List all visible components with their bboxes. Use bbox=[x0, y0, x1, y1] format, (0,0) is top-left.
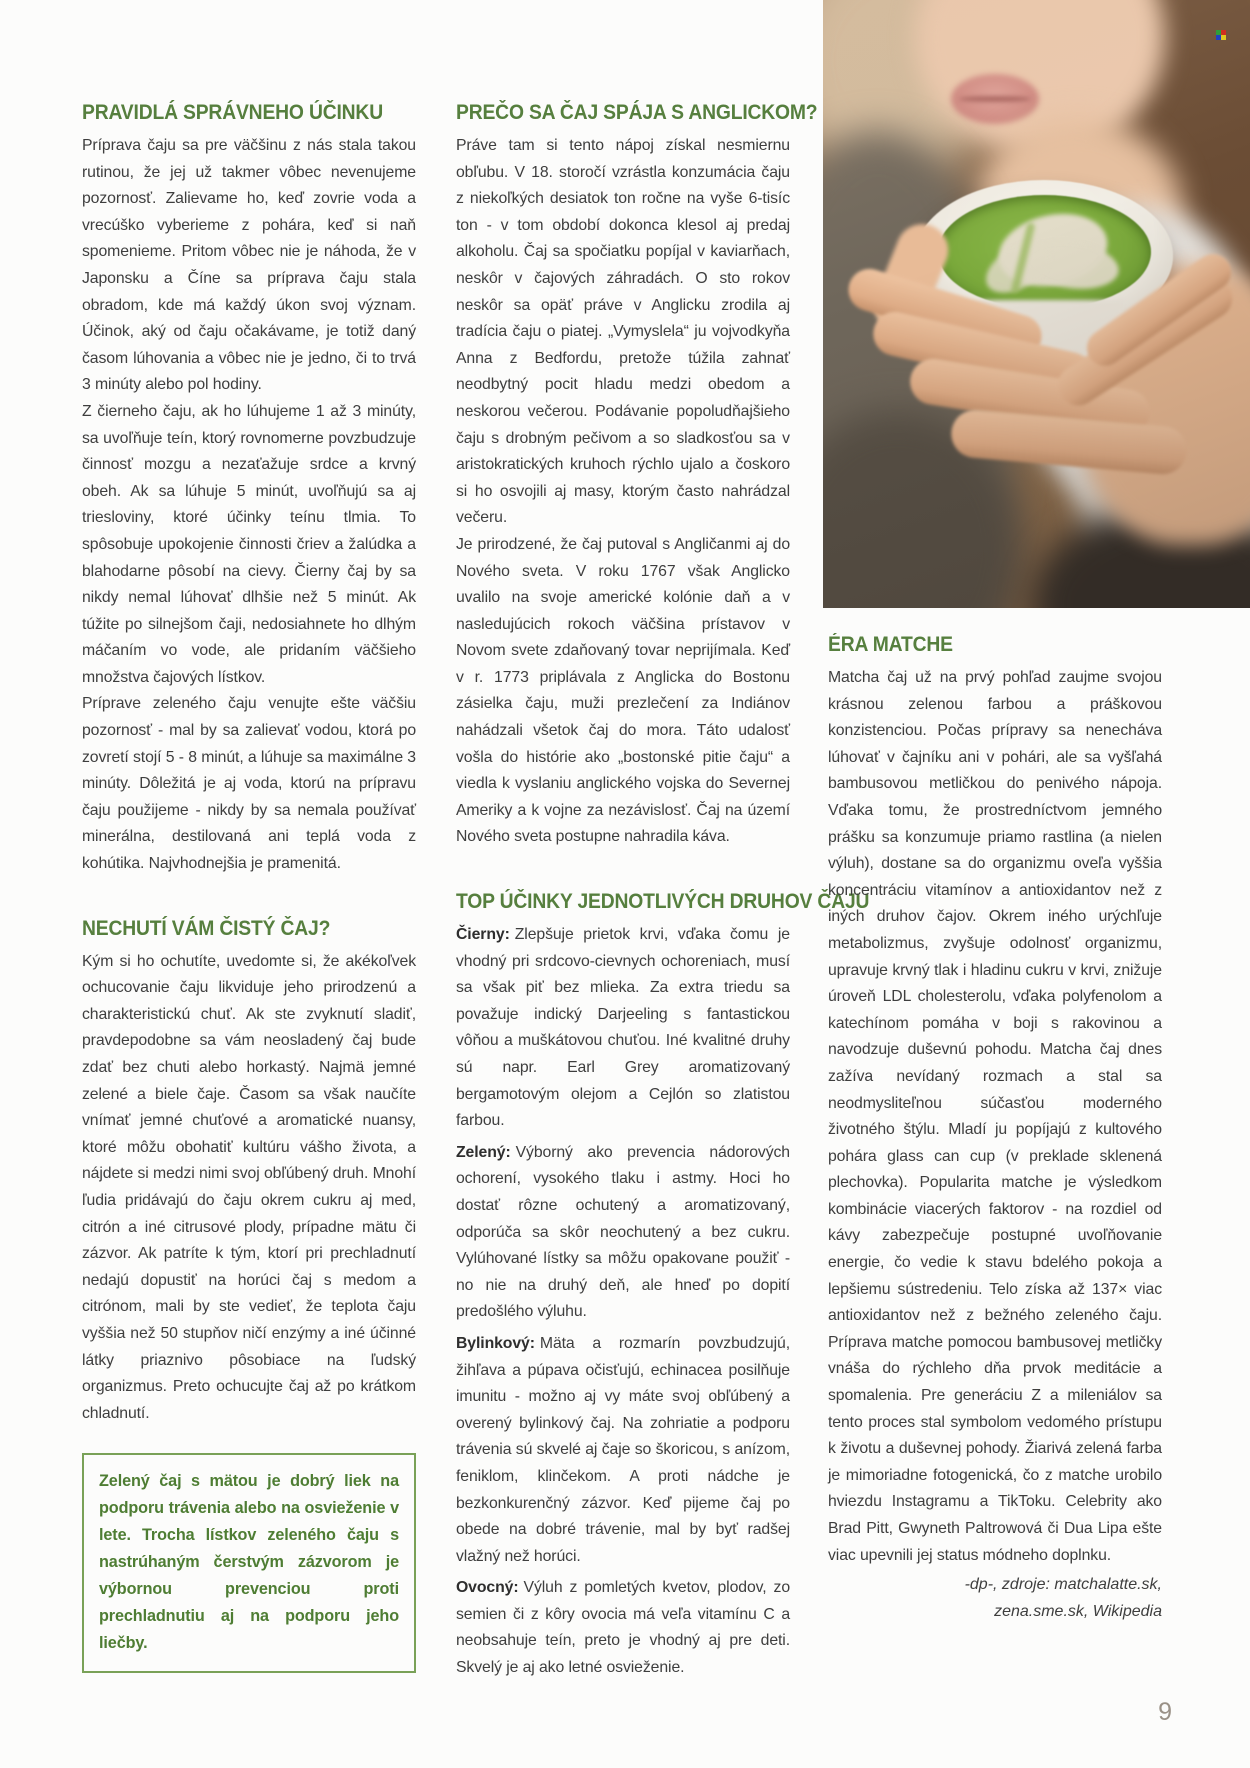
photo-latte-art-3 bbox=[978, 233, 1059, 303]
paragraph: Je prirodzené, že čaj putoval s Angličanmi aj do Nového sveta. V roku 1767 však Anglicko uvalilo na svoje americké kolónie daň a v nasledujúcich rokoch väčšina prístavov v Novom svete zdaňovaný tovar neprijímala. Keď v r. 1773 priplávala z Anglicka do Bostonu zásielka čaju, muži prezlečení za Indiánov nahádzali všetok čaj do mora. Táto udalosť vošla do histórie ako „bostonské pitie čaju“ a viedla k vyslaniu anglického vojska do Severnej Ameriky a k vojne za nezávislosť. Čaj na území Nového sveta postupne nahradila káva. bbox=[456, 535, 790, 846]
tea-type-text: Výluh z pomletých kvetov, plodov, zo semien či z kôry ovocia má veľa vitamínu C a neobsahuje teín, preto je vhodný aj pre deti. Skvelý je aj ako letné osvieženie. bbox=[456, 1579, 790, 1677]
photo-bowl bbox=[915, 180, 1173, 332]
tip-box: Zelený čaj s mätou je dobrý liek na podporu trávenia alebo na osvieženie v lete. Trocha lístkov zeleného čaju s nastrúhaným čerstvým zázvorom je výbornou prevenciou proti prechladnutiu aj na podporu jeho liečby. bbox=[82, 1453, 416, 1673]
tea-type-label: Čierny: bbox=[456, 926, 510, 944]
photo-thumb bbox=[866, 216, 956, 339]
section-heading-england: PREČO SA ČAJ SPÁJA S ANGLICKOM? bbox=[456, 101, 818, 124]
paragraph: Príprave zeleného čaju venujte ešte väčšiu pozornosť - mal by sa zalievať vodou, ktorá po zovretí stojí 5 - 8 minút, a lúhuje sa maximálne 3 minúty. Dôležitá je aj voda, ktorú na prípravu čaju použijeme - nikdy by sa nemala používať minerálna, destilovaná ani teplá voda z kohútika. Najvhodnejšia je pramenitá. bbox=[82, 695, 416, 873]
photo-lips bbox=[951, 74, 1039, 124]
photo-hair-right bbox=[1100, 0, 1250, 350]
photo-neck bbox=[973, 118, 1183, 308]
photo-finger bbox=[869, 307, 1097, 400]
photo-highlight bbox=[823, 0, 1003, 190]
photo-finger bbox=[1080, 247, 1238, 373]
photo-sweater bbox=[823, 130, 1013, 608]
photo-lip-line bbox=[959, 96, 1031, 102]
column-3 bbox=[828, 632, 1162, 1625]
section-heading-top-effects: TOP ÚČINKY JEDNOTLIVÝCH DRUHOV ČAJU bbox=[456, 890, 870, 914]
photo-hair-left bbox=[823, 0, 1033, 340]
photo-finger bbox=[1050, 271, 1240, 413]
photo-latte-art-vein bbox=[1010, 222, 1035, 294]
tea-type-label: Bylinkový: bbox=[456, 1334, 535, 1352]
tea-type-label: Zelený: bbox=[456, 1143, 511, 1161]
tea-type-entry-herbal bbox=[456, 1331, 790, 1570]
photo-finger bbox=[907, 355, 1153, 438]
photo-finger bbox=[949, 408, 1188, 476]
section-heading-rules: PRAVIDLÁ SPRÁVNEHO ÚČINKU bbox=[82, 101, 383, 124]
column-2 bbox=[456, 100, 870, 1682]
photo-right-hand bbox=[1080, 265, 1250, 545]
tea-type-text: Mäta a rozmarín povzbudzujú, žihľava a púpava očisťujú, echinacea posilňuje imunitu - možno aj vy máte svoj obľúbený a overený bylinkový čaj. Na zohriatie a podporu trávenia sú skvelé aj čaje so škoricou, s anízom, feniklom, klinčekom. A proti nádche je bezkonkurenčný zázvor. Keď pijeme čaj po obede na dobré trávenie, mal by byť radšej vlažný než horúci. bbox=[456, 1334, 790, 1565]
attribution-line: -dp-, zdroje: matchalatte.sk, bbox=[964, 1576, 1162, 1594]
tea-type-entry-black bbox=[456, 922, 790, 1135]
source-attribution bbox=[828, 1571, 1162, 1625]
page-number: 9 bbox=[1158, 1698, 1172, 1726]
photo-shirt-collar bbox=[1018, 205, 1250, 515]
photo-hair-mid bbox=[973, 0, 1133, 80]
tea-type-text: Zlepšuje prietok krvi, vďaka čomu je vhodný pri srdcovo-cievnych ochoreniach, musí sa však piť bez mlieka. Za extra triedu sa považuje indický Darjeeling s fantastickou vôňou a muškátovou chuťou. Iné kvalitné druhy sú napr. Earl Grey aromatizovaný bergamotovým olejom a Cejlón so zlatistou farbou. bbox=[456, 926, 790, 1130]
pixel-logo-yellow-square bbox=[1221, 35, 1226, 40]
pixel-logo-icon bbox=[1216, 30, 1226, 40]
matcha-latte-photo bbox=[823, 0, 1250, 608]
attribution-line: zena.sme.sk, Wikipedia bbox=[994, 1603, 1162, 1621]
tea-type-entry-fruit bbox=[456, 1575, 790, 1681]
paragraph: Matcha čaj už na prvý pohľad zaujme svojou krásnou zelenou farbou a práškovou konzistenciou. Počas prípravy sa nenecháva lúhovať v čajníku ani v pohári, ale sa vyšľahá bambusovou metličkou do penivého nápoja. Vďaka tomu, že prostredníctvom jemného prášku sa konzumuje priamo rastlina (a nielen výluh), dostane sa do organizmu oveľa vyššia koncentráciu vitamínov a antioxidantov než z iných druhov čajov. Okrem iného urýchľuje metabolizmus, zvyšuje odolnosť organizmu, upravuje krvný tlak i hladinu cukru v krvi, znižuje úroveň LDL cholesterolu, vďaka polyfenolom a katechínom pomáha v boji s rakovinou a navodzuje duševnú pohodu. Matcha čaj dnes zažíva nevídaný rozmach a stal sa neodmysliteľnou súčasťou moderného životného štýlu. Mladí ju popíjajú z kultového pohára glass can cup (v preklade sklenená plechovka). Popularita matche je výsledkom kombinácie viacerých faktorov - na rozdiel od kávy zabezpečuje postupné uvoľňovanie energie, čo vedie k stavu bdelého pokoja a lepšiemu sústredeniu. Telo získa až 137× viac antioxidantov než z bežného zeleného čaju. Príprava matche pomocou bambusovej metličky vnáša do rýchleho dňa prvok meditácie a spomalenia. Pre generáciu Z a mileniálov sa tento proces stal symbolom vedomého prístupu k životu a duševnej pohody. Žiarivá zelená farba je mimoriadne fotogenická, čo z matche urobilo hviezdu Instagramu a TikToku. Celebrity ako Brad Pitt, Gwyneth Paltrowová či Dua Lipa ešte viac upevnili jej status módneho doplnku. bbox=[828, 669, 1162, 1564]
column-1 bbox=[82, 100, 416, 1673]
section-heading-pure-tea: NECHUTÍ VÁM ČISTÝ ČAJ? bbox=[82, 916, 331, 940]
paragraph: Práve tam si tento nápoj získal nesmiernu obľubu. V 18. storočí vzrástla konzumácia čaju z niekoľkých desiatok ton ročne na vyše 6-tisíc ton - v tom období dokonca klesol aj predaj alkoholu. Čaj sa spočiatku popíjal v kaviarňach, neskôr v čajových záhradách. O sto rokov neskôr sa opäť práve v Anglicku zrodila aj tradícia čaju o piatej. „Vymyslela“ ju vojvodkyňa Anna z Bedfordu, pretože túžila zahnať neodbytný pocit hladu medzi obedom a neskorou večerou. Podávanie popoludňajšieho čaju s drobným pečivom a so sladkosťou sa v aristokratických kruhoch rýchlo ujalo a čoskoro si ho osvojili aj masy, ktorým často nahrádzal večeru. bbox=[456, 137, 790, 527]
photo-latte-art-2 bbox=[1020, 236, 1121, 295]
photo-latte-art bbox=[992, 204, 1114, 295]
photo-shirt-bottom bbox=[1078, 380, 1250, 590]
photo-bowl-body bbox=[973, 300, 1123, 380]
tea-type-label: Ovocný: bbox=[456, 1579, 519, 1597]
tea-type-text: Výborný ako prevencia nádorových ochorení, vysokého tlaku i astmy. Hoci ho dostať rôzne ochutený a aromatizovaný, odporúča sa skôr neochutený a bez cukru. Vylúhované lístky sa môžu opakovane použiť - no nie na druhý deň, ale hneď po dopití predošlého výluhu. bbox=[456, 1143, 790, 1321]
photo-finger bbox=[843, 264, 1047, 363]
tea-type-entry-green bbox=[456, 1140, 790, 1326]
paragraph: Kým si ho ochutíte, uvedomte si, že akékoľvek ochucovanie čaju likviduje jeho prirodzenú a charakteristickú chuť. Ak ste zvyknutí sladiť, pravdepodobne sa vám neosladený čaj bude zdať bez chuti alebo horkastý. Najmä jemné zelené a biele čaje. Časom sa však naučíte vnímať jemné chuťové a aromatické nuansy, ktoré môžu obohatiť kultúru vášho života, a nájdete si medzi nimi svoj obľúbený druh. Mnohí ľudia pridávajú do čaju okrem cukru aj med, citrón a iné citrusové plody, prípadne mätu či zázvor. Ak patríte k tým, ktorí pri prechladnutí nedajú dopustiť na horúci čaj s medom a citrónom, mali by ste vedieť, že teplota čaju vyššia než 50 stupňov ničí enzýmy a iné účinné látky priaznivo pôsobiace na ľudský organizmus. Preto ochucujte čaj až po krátkom chladnutí. bbox=[82, 952, 416, 1422]
paragraph: Príprava čaju sa pre väčšinu z nás stala takou rutinou, že jej už takmer vôbec nevenujeme pozornosť. Zalievame ho, keď zovrie voda a vrecúško vyberieme z pohára, keď si naň spomenieme. Pritom vôbec nie je náhoda, že v Japonsku a Číne sa príprava čaju stala obradom, kde má každý úkon svoj význam. Účinok, aký od čaju očakávame, je totiž daný časom lúhovania a vôbec nie je jedno, či to trvá 3 minúty alebo pol hodiny. bbox=[82, 137, 416, 394]
photo-face bbox=[915, 0, 1165, 155]
paragraph: Z čierneho čaju, ak ho lúhujeme 1 až 3 minúty, sa uvoľňuje teín, ktorý rovnomerne povzbudzuje činnosť mozgu a nezaťažuje srdce a krvný obeh. Ak sa lúhuje 5 minút, uvoľňujú sa aj triesloviny, ktoré účinky teínu tlmia. To spôsobuje upokojenie činnosti čriev a žalúdka a blahodarne pôsobí na cievy. Čierny čaj by sa nikdy nemal lúhovať dlhšie než 5 minút. Ak túžite po silnejšom čaji, nedosiahnete ho dlhým máčaním vo vode, ale pridaním väčšieho množstva čajových lístkov. bbox=[82, 402, 416, 686]
photo-matcha-surface bbox=[938, 195, 1151, 309]
photo-table-shadow bbox=[1033, 505, 1250, 608]
photo-sweater-shadow bbox=[823, 410, 1023, 608]
section-heading-matcha-era: ÉRA MATCHE bbox=[828, 633, 953, 656]
